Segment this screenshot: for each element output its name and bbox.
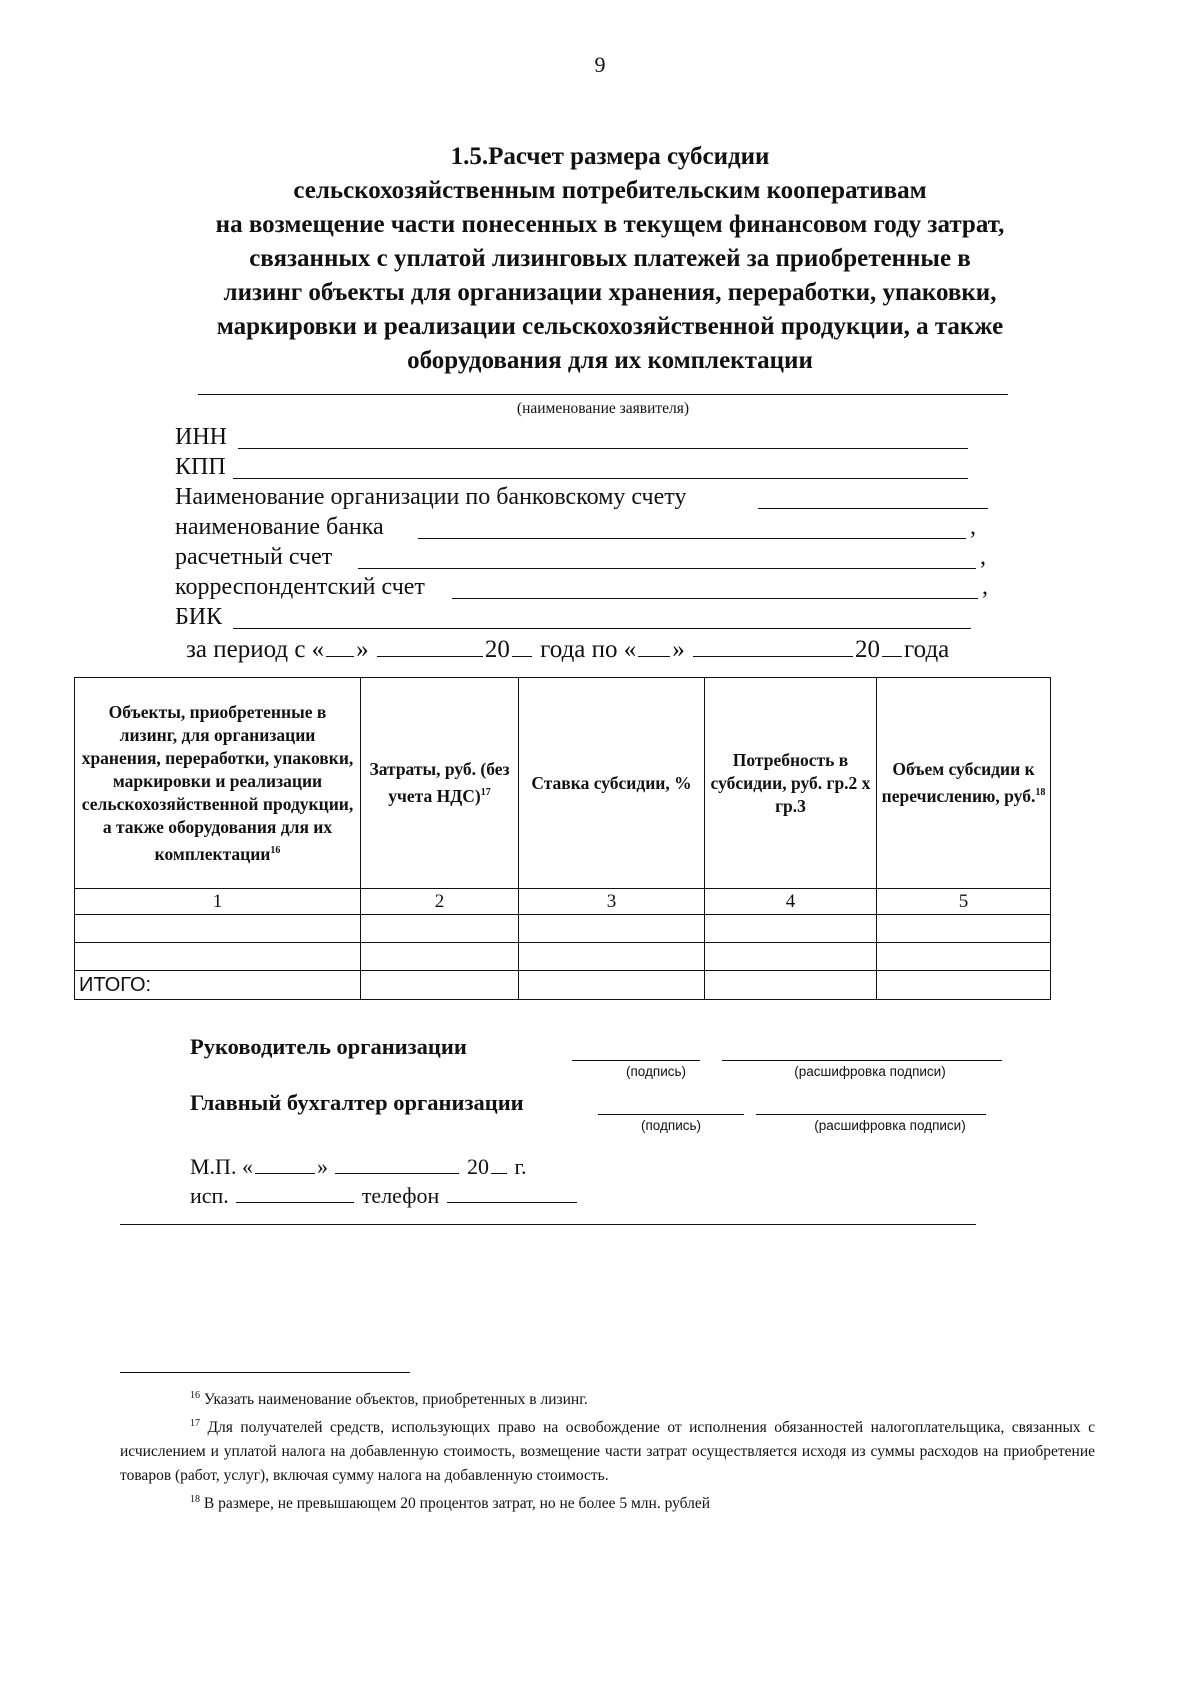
applicant-name-line[interactable] — [198, 394, 1008, 395]
period-start-year-input[interactable] — [512, 634, 532, 657]
head-decode-caption: (расшифровка подписи) — [794, 1064, 946, 1079]
period-start-day-input[interactable] — [326, 634, 354, 657]
bank-name-input-line[interactable] — [418, 538, 966, 539]
table-cell[interactable] — [361, 915, 519, 943]
column-number: 5 — [877, 889, 1051, 915]
total-label: ИТОГО: — [75, 971, 361, 1000]
table-cell[interactable] — [877, 971, 1051, 1000]
accountant-decode-caption: (расшифровка подписи) — [814, 1118, 966, 1133]
title-line: сельскохозяйственным потребительским кооперативам — [293, 177, 927, 204]
org-name-bank-input-line[interactable] — [758, 508, 988, 509]
header-rate: Ставка субсидии, % — [519, 678, 705, 889]
period-year-prefix: 20 — [484, 636, 510, 663]
inn-input-line[interactable] — [238, 448, 968, 449]
footnotes — [120, 1384, 1095, 1516]
title-line: 1.5.Расчет размера субсидии — [450, 143, 770, 170]
stamp-month-input[interactable] — [335, 1151, 459, 1174]
footnote-18: $^{18}$ В размере, не превышающем 20 процентов затрат, но не более 5 млн. рублей — [190, 1494, 711, 1513]
column-number: 2 — [361, 889, 519, 915]
stamp-year-suffix: г. — [514, 1154, 527, 1179]
table-column-numbers-row — [75, 889, 1051, 915]
executor-line — [190, 1180, 579, 1209]
stamp-day-input[interactable] — [255, 1151, 315, 1174]
period-year-prefix-2: 20 — [855, 636, 881, 663]
table-total-row — [75, 971, 1051, 1000]
corr-account-comma: , — [982, 574, 988, 600]
mp-label: М.П. « — [190, 1154, 253, 1179]
executor-input[interactable] — [236, 1180, 354, 1203]
period-end-month-input[interactable] — [693, 634, 853, 657]
footnote-17: $^{17}$ Для получателей средств, использующих право на освобождение от исполнения обязанностей налогоплательщика, связанных с исчислением и уплатой налога на добавленную стоимость, возмещение части затрат осуществляется исходя из суммы расходов на приобретение товаров (работ, услуг), включая сумму налога на добавленную стоимость. — [120, 1418, 1095, 1485]
period-end-year-input[interactable] — [882, 634, 902, 657]
head-signature-caption: (подпись) — [625, 1064, 687, 1079]
page-number: 9 — [594, 52, 606, 77]
chief-accountant-label: Главный бухгалтер организации — [190, 1090, 524, 1115]
column-number: 4 — [705, 889, 877, 915]
account-input-line[interactable] — [358, 568, 976, 569]
kpp-input-line[interactable] — [233, 478, 968, 479]
stamp-year-prefix: 20 — [466, 1154, 489, 1179]
table-header-row — [75, 678, 1051, 889]
title-line: маркировки и реализации сельскохозяйственной продукции, а также — [216, 313, 1004, 340]
head-signature-line[interactable] — [572, 1060, 700, 1061]
phone-input[interactable] — [447, 1180, 577, 1203]
header-volume: Объем субсидии к перечислению, руб.$^{18}$ — [877, 678, 1051, 889]
header-objects: Объекты, приобретенные в лизинг, для организации хранения, переработки, упаковки, маркировки и реализации сельскохозяйственной продукции, а также оборудования для их комплектации$^{16}$ — [75, 678, 361, 889]
table-cell[interactable] — [705, 915, 877, 943]
phone-label: телефон — [361, 1183, 440, 1208]
table-cell[interactable] — [75, 943, 361, 971]
table-cell[interactable] — [361, 943, 519, 971]
header-need: Потребность в субсидии, руб. гр.2 х гр.3 — [705, 678, 877, 889]
table-cell[interactable] — [877, 915, 1051, 943]
table-cell[interactable] — [877, 943, 1051, 971]
footnote-16: $^{16}$ Указать наименование объектов, приобретенных в лизинг. — [190, 1390, 588, 1409]
title-line: оборудования для их комплектации — [407, 347, 813, 374]
period-start-month-input[interactable] — [377, 634, 483, 657]
column-number: 1 — [75, 889, 361, 915]
bank-name-comma: , — [970, 514, 976, 540]
accountant-signature-line[interactable] — [598, 1114, 744, 1115]
corr-account-label: корреспондентский счет — [175, 574, 425, 600]
account-label: расчетный счет — [175, 544, 333, 570]
table-cell[interactable] — [361, 971, 519, 1000]
kpp-label: КПП — [175, 454, 226, 480]
separator-line — [120, 1224, 976, 1225]
table-cell[interactable] — [519, 971, 705, 1000]
subsidy-table — [74, 677, 1051, 1000]
bik-label: БИК — [175, 604, 223, 630]
column-number: 3 — [519, 889, 705, 915]
table-cell[interactable] — [519, 943, 705, 971]
period-qclose: » — [356, 636, 369, 663]
bank-name-label: наименование банка — [175, 514, 384, 540]
period-prefix: за период с « — [186, 636, 325, 663]
table-row — [75, 915, 1051, 943]
accountant-decode-line[interactable] — [756, 1114, 986, 1115]
period-suffix: года — [904, 636, 950, 663]
title-line: лизинг объекты для организации хранения, переработки, упаковки, — [223, 279, 997, 306]
bik-input-line[interactable] — [233, 628, 971, 629]
footnote-separator — [120, 1372, 410, 1373]
period-qclose-2: » — [672, 636, 685, 663]
org-name-bank-label: Наименование организации по банковскому счету — [175, 484, 687, 510]
period-line — [186, 634, 949, 664]
table-row — [75, 943, 1051, 971]
inn-label: ИНН — [175, 424, 227, 450]
stamp-date-line — [190, 1151, 527, 1180]
header-costs: Затраты, руб. (без учета НДС)$^{17}$ — [361, 678, 519, 889]
account-comma: , — [980, 544, 986, 570]
mp-qclose: » — [316, 1154, 328, 1179]
accountant-signature-caption: (подпись) — [640, 1118, 702, 1133]
table-cell[interactable] — [705, 971, 877, 1000]
period-end-day-input[interactable] — [638, 634, 670, 657]
table-cell[interactable] — [519, 915, 705, 943]
table-cell[interactable] — [705, 943, 877, 971]
table-cell[interactable] — [75, 915, 361, 943]
stamp-year-input[interactable] — [491, 1151, 507, 1174]
document-title — [150, 140, 1070, 378]
period-mid: года по « — [540, 636, 637, 663]
head-decode-line[interactable] — [722, 1060, 1002, 1061]
isp-label: исп. — [190, 1183, 229, 1208]
corr-account-input-line[interactable] — [452, 598, 978, 599]
head-of-organization-label: Руководитель организации — [190, 1034, 467, 1059]
title-line: связанных с уплатой лизинговых платежей за приобретенные в — [249, 245, 971, 272]
title-line: на возмещение части понесенных в текущем финансовом году затрат, — [215, 211, 1005, 238]
applicant-caption: (наименование заявителя) — [516, 400, 690, 417]
